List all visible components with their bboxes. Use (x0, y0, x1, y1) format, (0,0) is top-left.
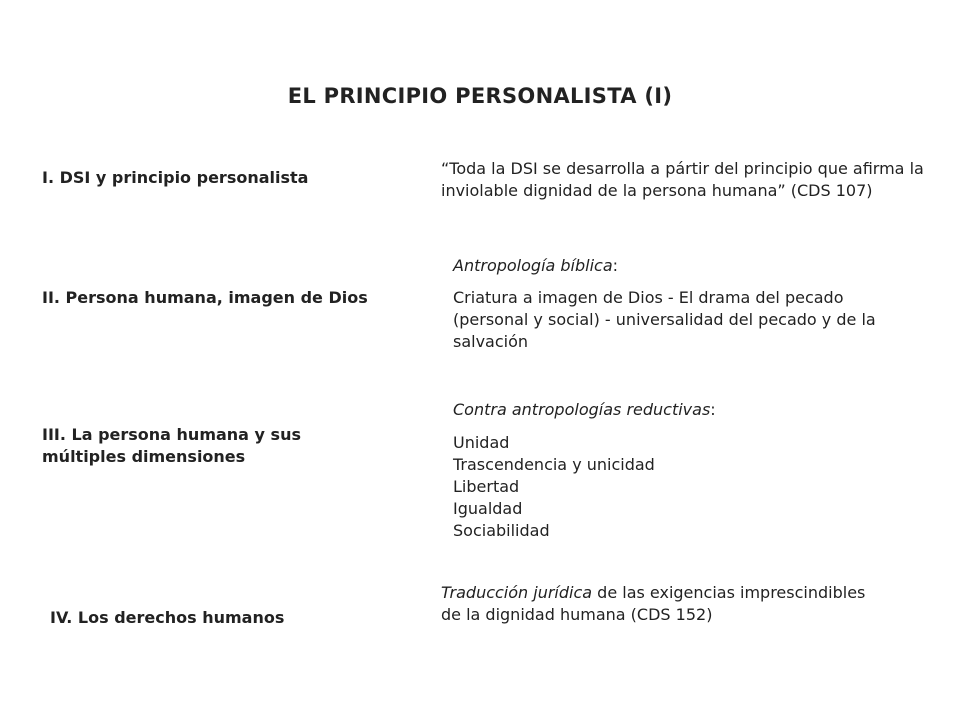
list-item: Igualdad (453, 499, 523, 518)
section-3-intro-italic: Contra antropologías reductivas (453, 400, 711, 419)
section-3-heading: III. La persona humana y sus múltiples dimensiones (42, 425, 301, 466)
page-title: EL PRINCIPIO PERSONALISTA (I) (287, 84, 673, 108)
list-item: Sociabilidad (453, 521, 550, 540)
section-4-heading: IV. Los derechos humanos (50, 608, 285, 627)
section-4-intro-italic: Traducción jurídica (441, 583, 593, 602)
section-2-intro (453, 255, 893, 277)
section-3-intro-suffix: : (710, 400, 716, 419)
section-2-heading: II. Persona humana, imagen de Dios (42, 288, 368, 307)
list-item: Libertad (453, 477, 520, 496)
section-3-intro (453, 399, 893, 421)
section-2-intro-suffix: : (612, 256, 619, 275)
section-2-intro-italic: Antropología bíblica (453, 256, 613, 275)
section-1-text: “Toda la DSI se desarrolla a pártir del principio que afirma la inviolable dignidad de la persona humana” (CDS 107) (441, 159, 924, 200)
section-1-heading: I. DSI y principio personalista (42, 168, 309, 187)
section-4-text (441, 582, 881, 626)
section-3-list (453, 432, 893, 542)
list-item: Trascendencia y unicidad (453, 455, 655, 474)
list-item: Unidad (453, 433, 510, 452)
section-2-text: Criatura a imagen de Dios - El drama del pecado (personal y social) - universalidad del pecado y de la salvación (453, 288, 876, 351)
section-4-text-body: de las exigencias imprescindibles de la dignidad humana (CDS 152) (441, 583, 866, 624)
